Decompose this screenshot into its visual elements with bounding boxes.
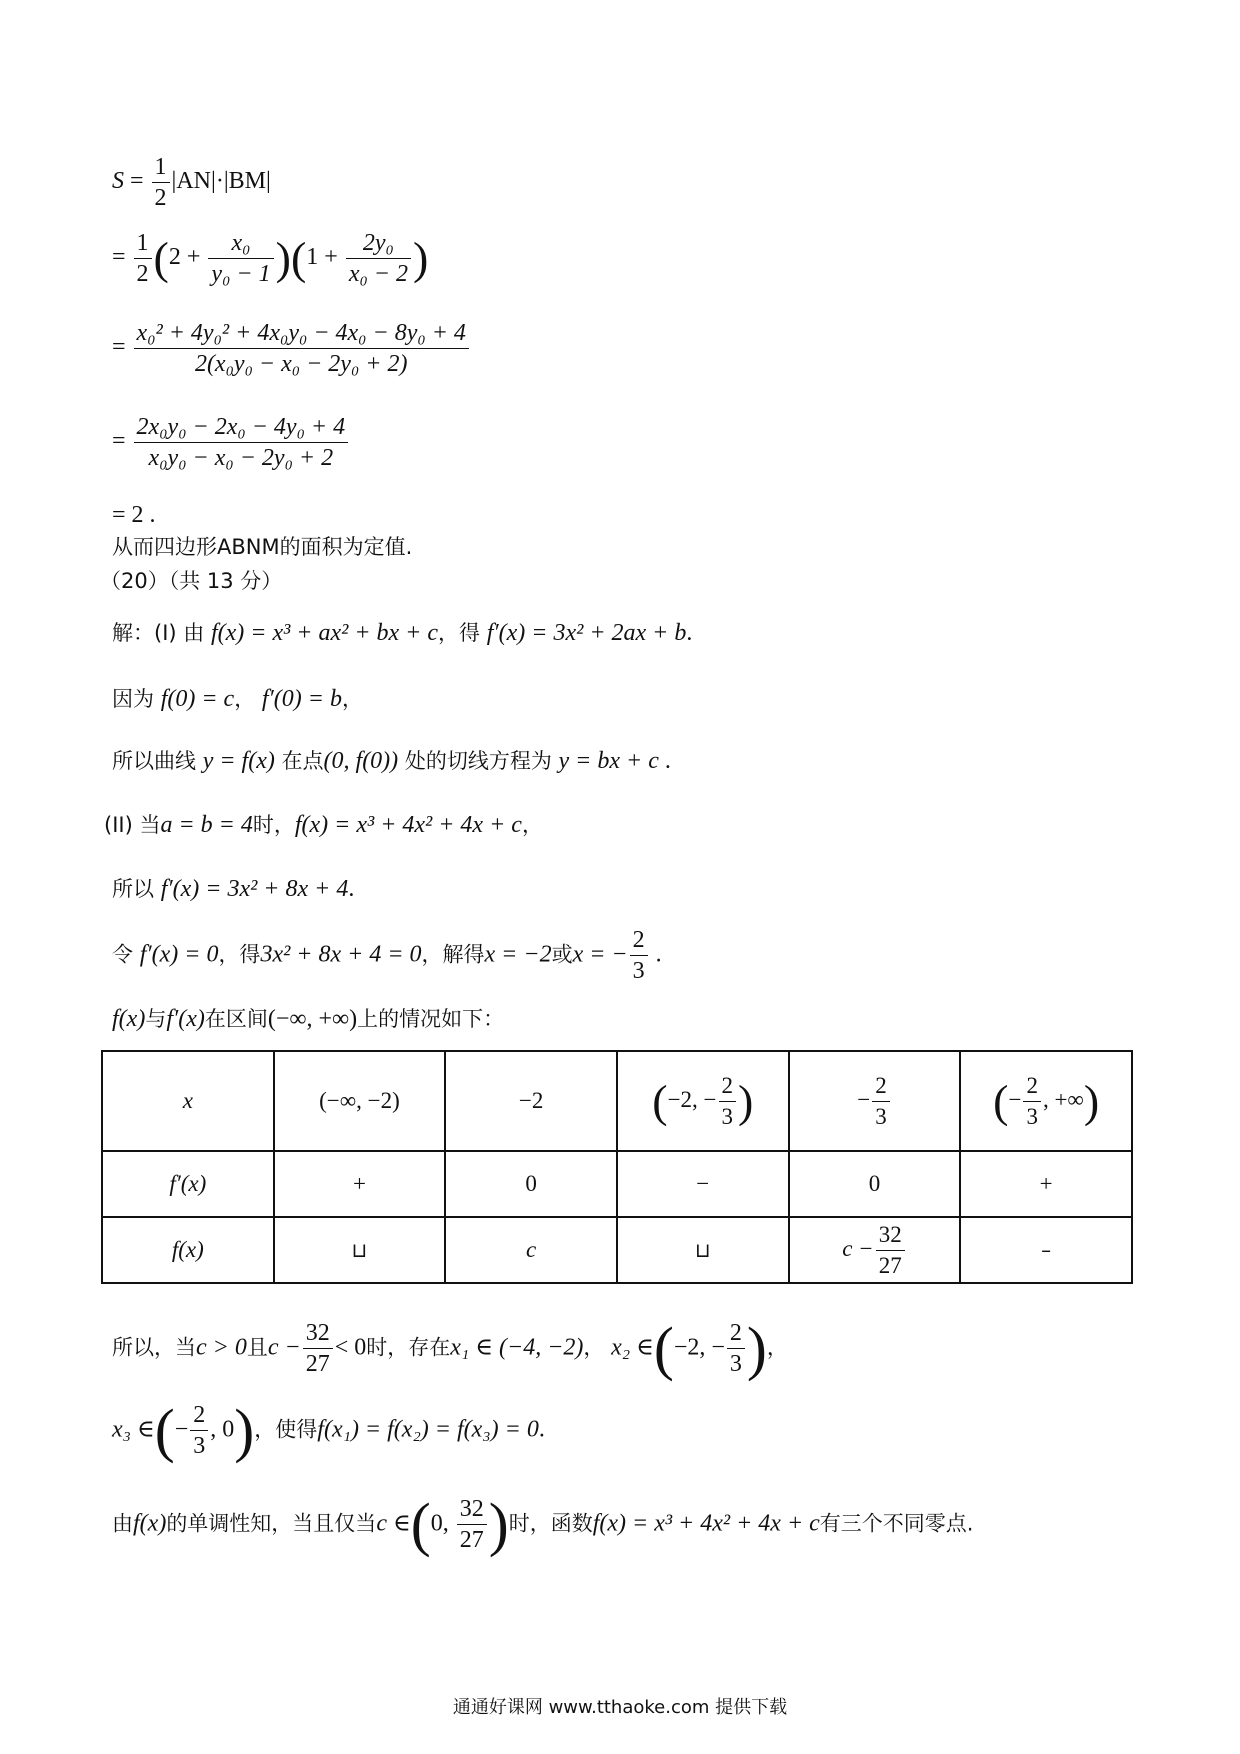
- text-segment: 的单调性知，当且仅当: [166, 1511, 377, 1536]
- segment-product: |AN|·|BM|: [171, 168, 271, 195]
- term-text: 2 +: [168, 244, 207, 271]
- fraction-denominator: y₀ − 1: [211, 261, 271, 287]
- tangent-line-statement: [112, 746, 671, 776]
- table-cell: c: [445, 1217, 617, 1283]
- cell-text: c −: [842, 1235, 874, 1261]
- increasing-arrow-icon: –: [1041, 1238, 1052, 1262]
- fraction-numerator: 2: [872, 1071, 890, 1102]
- text-segment: 有三个不同零点.: [819, 1511, 974, 1536]
- fraction-denominator: 3: [729, 1351, 742, 1377]
- expansion-line-3: [112, 412, 350, 473]
- fraction-denominator: 3: [632, 958, 645, 984]
- fraction-numerator: 32: [876, 1220, 905, 1251]
- critical-points-line: [112, 925, 662, 986]
- text-segment: .: [658, 748, 671, 774]
- formula-segment: y = bx + c: [558, 748, 659, 774]
- text-segment: ，使得: [254, 1417, 318, 1442]
- formula-segment: −: [174, 1416, 189, 1443]
- table-cell: −: [617, 1151, 789, 1217]
- fraction-two-thirds: [630, 925, 648, 986]
- table-cell: −2: [445, 1051, 617, 1151]
- text-segment: 在区间: [204, 1007, 268, 1031]
- solution-part2-line: [104, 810, 543, 840]
- formula-segment: c ∈: [376, 1510, 411, 1537]
- table-cell: (− $\frac{2}{3}$ , +∞): [960, 1051, 1132, 1151]
- fraction-denominator: 2(x₀y₀ − x₀ − 2y₀ + 2): [194, 351, 408, 377]
- formula-segment: f(x) = x³ + 4x² + 4x + c: [294, 812, 522, 838]
- text-segment: ，: [583, 1335, 612, 1360]
- fraction-numerator: x₀: [208, 228, 273, 259]
- text-segment: 令: [112, 942, 140, 967]
- fraction-numerator: 32: [303, 1318, 333, 1349]
- equals-sign: =: [112, 334, 132, 361]
- text-segment: ，: [341, 687, 363, 711]
- formula-segment: f′(0) = b: [261, 686, 342, 712]
- text-segment: ，: [234, 687, 262, 711]
- formula-segment: f(0) = c: [160, 686, 235, 712]
- table-row-function: [102, 1217, 1132, 1283]
- text-segment: 所以曲线: [112, 749, 203, 773]
- text-segment: 与: [145, 1007, 167, 1031]
- existence-line-2: x₃ ∈(− $\frac{2}{3}$ , 0)，使得f(x₁) = f(x₂) = f(x₃) = 0.: [112, 1397, 545, 1464]
- text-segment: 时，存在: [366, 1335, 451, 1360]
- table-row-derivative: [102, 1151, 1132, 1217]
- fraction-half: [134, 228, 152, 289]
- text-segment: ，: [766, 1335, 788, 1360]
- fraction-numerator: 32: [457, 1494, 487, 1525]
- formula-segment: c −: [267, 1334, 301, 1361]
- fraction-numerator: x₀² + 4y₀² + 4x₀y₀ − 4x₀ − 8y₀ + 4: [134, 318, 469, 349]
- fraction-denominator: 27: [305, 1351, 330, 1377]
- table-cell: [960, 1217, 1132, 1283]
- values-at-zero-line: [112, 684, 363, 714]
- table-cell: [789, 1217, 961, 1283]
- text-segment: 所以，当: [112, 1335, 196, 1360]
- text-segment: 处的切线方程为: [398, 749, 559, 773]
- text-segment: 且: [246, 1335, 268, 1360]
- formula-segment: c > 0: [196, 1334, 247, 1361]
- formula-segment: (−∞, +∞): [267, 1006, 358, 1032]
- text-segment: 解：(I) 由: [112, 621, 211, 645]
- fraction-numerator: 2: [727, 1318, 745, 1349]
- cell-text: −2, −: [667, 1086, 717, 1112]
- formula-segment: y = f(x): [202, 748, 275, 774]
- table-cell: f′(x): [102, 1151, 274, 1217]
- derivative-formula: f′(x) = 3x² + 2ax + b: [486, 620, 687, 646]
- formula-segment: , 0: [210, 1416, 235, 1443]
- formula-segment: f(x₁) = f(x₂) = f(x₃) = 0: [317, 1416, 539, 1443]
- cell-text: −: [1008, 1086, 1022, 1112]
- formula-segment: f(x): [112, 1006, 146, 1032]
- expansion-line-1: = $\frac{1}{2}$ (2 + $\frac{\text{x₀}}{\text{y₀ − 1}}$ )(1 + $\frac{\text{2y₀}}{\text{x₀ − 2}}$ ): [112, 230, 429, 287]
- fraction-32-27: [457, 1494, 487, 1555]
- fraction-denominator: 27: [459, 1527, 484, 1553]
- equals-sign: =: [112, 428, 132, 455]
- fraction-two-thirds: [727, 1318, 745, 1379]
- text-segment: ，: [521, 813, 543, 837]
- fraction-denominator: 3: [193, 1433, 206, 1459]
- conclusion-line: 从而四边形ABNM的面积为定值.: [112, 535, 413, 559]
- formula-segment: f(x): [133, 1510, 167, 1537]
- fraction-denominator: x₀y₀ − x₀ − 2y₀ + 2: [148, 445, 334, 471]
- formula-segment: f′(x) = 3x² + 8x + 4: [160, 876, 349, 902]
- fraction-numerator: 1: [134, 228, 152, 259]
- text-segment: .: [649, 941, 662, 968]
- table-cell: +: [274, 1151, 446, 1217]
- fraction-expanded: [134, 318, 469, 379]
- table-cell: (−2, − $\frac{2}{3}$ ): [617, 1051, 789, 1151]
- fraction-numerator: 2x₀y₀ − 2x₀ − 4y₀ + 4: [134, 412, 349, 443]
- derivative-line: [112, 874, 354, 904]
- formula-segment: f(x) = x³ + 4x² + 4x + c: [592, 1510, 820, 1537]
- text-segment: (II) 当: [104, 813, 161, 837]
- fraction-denominator: 2: [136, 261, 149, 287]
- cell-fraction: [872, 1071, 890, 1132]
- result-line: = 2 .: [112, 502, 156, 528]
- decreasing-arrow-icon: ⊔: [694, 1238, 711, 1262]
- table-intro-line: [112, 1004, 504, 1034]
- formula-segment: x = −: [572, 941, 628, 968]
- cell-fraction: [1023, 1071, 1041, 1132]
- problem-heading: （20）（共 13 分）: [100, 569, 283, 593]
- table-cell: 0: [789, 1151, 961, 1217]
- term-text: 1 +: [306, 244, 344, 271]
- solution-part1-line: [112, 618, 692, 648]
- fraction-numerator: 2: [1023, 1071, 1041, 1102]
- fraction-denominator: x₀ − 2: [348, 261, 409, 287]
- table-cell: [789, 1051, 961, 1151]
- formula-segment: a = b = 4: [160, 812, 253, 838]
- fraction-x0-over-y0: [208, 228, 273, 289]
- table-row-x: [102, 1051, 1132, 1151]
- fraction-simplified: [134, 412, 349, 473]
- formula-segment: 3x² + 8x + 4 = 0: [260, 941, 422, 968]
- fraction-32-27: [303, 1318, 333, 1379]
- fraction-denominator: 3: [1026, 1103, 1038, 1129]
- fraction-2y0-over-x0: [346, 228, 411, 289]
- formula-segment: (0, f(0)): [323, 748, 399, 774]
- formula-segment: x₁ ∈ (−4, −2): [450, 1334, 584, 1361]
- fraction-two-thirds: [190, 1400, 208, 1461]
- fraction-denominator: 3: [875, 1103, 887, 1129]
- text-segment: ，解得: [421, 942, 485, 967]
- increasing-arrow-icon: ⊔: [351, 1238, 368, 1262]
- table-cell: 0: [445, 1151, 617, 1217]
- existence-line-1: 所以，当c > 0且c − $\frac{32}{27}$ < 0时，存在x₁ ∈ (−4, −2)， x₂ ∈(−2, − $\frac{2}{3}$ )，: [112, 1315, 788, 1382]
- formula-segment: f′(x): [166, 1006, 205, 1032]
- fraction-numerator: 2: [190, 1400, 208, 1431]
- area-formula-line: [112, 152, 271, 213]
- text-segment: ，得: [438, 621, 487, 645]
- text-segment: ，得: [218, 942, 261, 967]
- cell-text: −: [857, 1086, 871, 1112]
- fraction-numerator: 1: [152, 152, 170, 183]
- table-cell: (−∞, −2): [274, 1051, 446, 1151]
- text-segment: 所以: [112, 877, 161, 901]
- text-segment: 在点: [274, 749, 324, 773]
- text-segment: 因为: [112, 687, 161, 711]
- cell-text: , +∞: [1042, 1086, 1084, 1112]
- text-segment: .: [686, 620, 693, 646]
- function-definition: f(x) = x³ + ax² + bx + c: [210, 620, 439, 646]
- cell-fraction: [876, 1220, 905, 1281]
- cell-fraction: [719, 1071, 737, 1132]
- formula-segment: x₂ ∈: [611, 1334, 654, 1361]
- equals-sign: =: [112, 244, 132, 271]
- table-cell: f(x): [102, 1217, 274, 1283]
- formula-segment: x₃ ∈: [112, 1416, 155, 1443]
- text-segment: 或: [551, 942, 573, 967]
- fraction-denominator: 2: [154, 185, 167, 211]
- text-segment: .: [538, 1416, 545, 1443]
- text-segment: 由: [112, 1511, 133, 1536]
- formula-segment: 0,: [430, 1510, 455, 1537]
- formula-segment: f′(x) = 0: [139, 941, 219, 968]
- fraction-denominator: 27: [878, 1252, 902, 1278]
- text-segment: .: [348, 876, 355, 902]
- fraction-half: [152, 152, 170, 213]
- text-segment: 时，函数: [508, 1511, 593, 1536]
- equals-sign: =: [124, 168, 150, 195]
- expansion-line-2: [112, 318, 471, 379]
- table-cell: [617, 1217, 789, 1283]
- table-cell: [274, 1217, 446, 1283]
- fraction-numerator: 2: [630, 925, 648, 956]
- fraction-numerator: 2y₀: [346, 228, 411, 259]
- formula-segment: x = −2: [484, 941, 552, 968]
- area-symbol: S: [112, 168, 124, 195]
- variation-table: [101, 1050, 1133, 1284]
- conclusion-zeros-line: 由f(x)的单调性知，当且仅当c ∈(0, $\frac{32}{27}$ )时，函数f(x) = x³ + 4x² + 4x + c有三个不同零点.: [112, 1491, 974, 1558]
- table-cell: x: [102, 1051, 274, 1151]
- fraction-numerator: 2: [719, 1071, 737, 1102]
- table-cell: +: [960, 1151, 1132, 1217]
- fraction-denominator: 3: [721, 1103, 734, 1129]
- formula-segment: < 0: [334, 1334, 367, 1361]
- text-segment: 上的情况如下：: [357, 1007, 505, 1031]
- text-segment: 时，: [252, 813, 295, 837]
- page-footer: 通通好课网 www.tthaoke.com 提供下载: [452, 1697, 788, 1718]
- formula-segment: −2, −: [673, 1334, 725, 1361]
